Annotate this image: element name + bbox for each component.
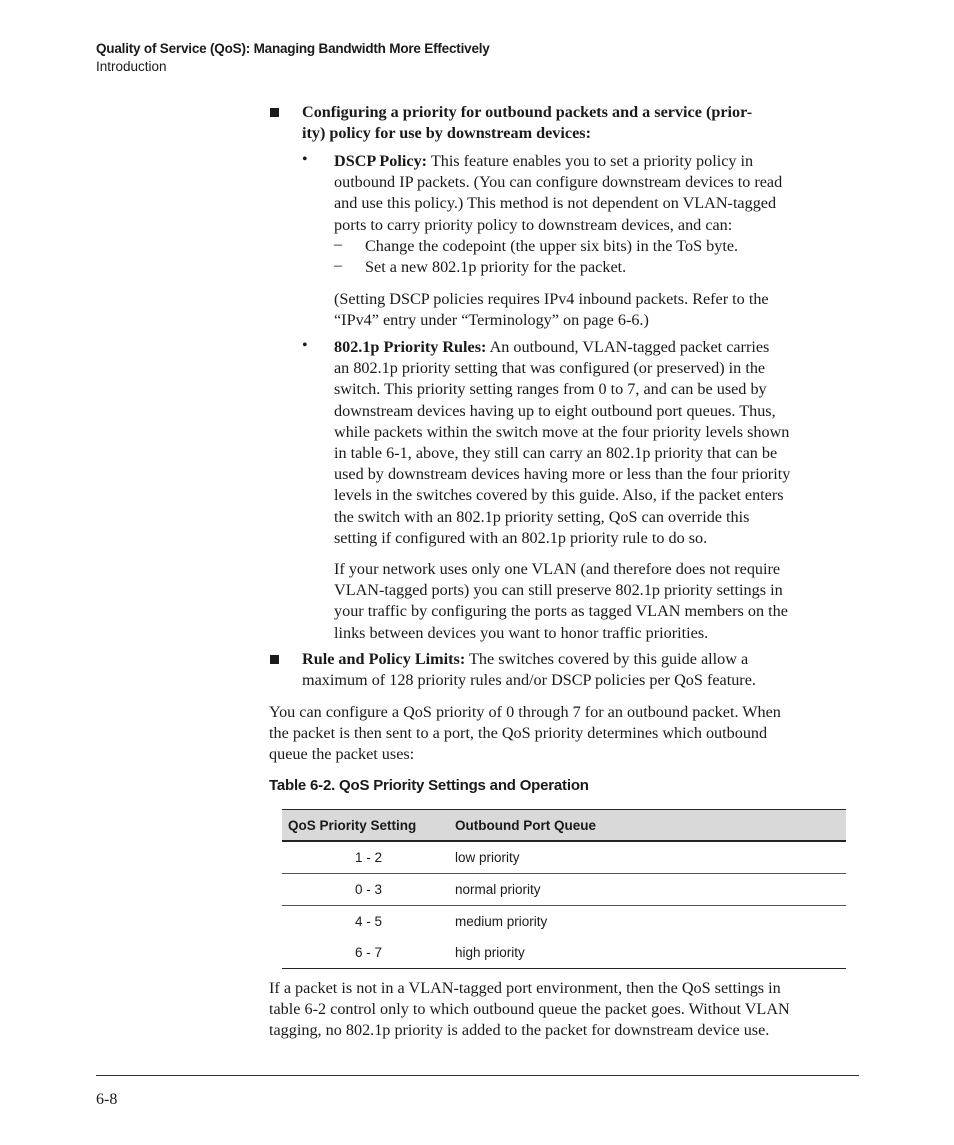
table-cell: 0 - 3	[282, 874, 455, 906]
rule-policy-limits: Rule and Policy Limits: The switches covered by this guide allow a maximum of 128 priority rules and/or DSCP policies per QoS feature.	[302, 650, 756, 690]
table-cell: 4 - 5	[354, 914, 382, 929]
page-number: 6-8	[96, 1091, 118, 1108]
dash-bullet-icon: –	[334, 257, 342, 274]
rule-policy-limits-label: Rule and Policy Limits:	[302, 650, 466, 668]
table-row	[282, 906, 846, 938]
table-row	[282, 937, 846, 969]
table-cell: high priority	[455, 937, 846, 969]
dscp-policy-block: DSCP Policy: This feature enables you to set a priority policy in outbound IP packets. (You can configure downstream devices to read and use this policy.) This method is not dependent on VLAN-tagged ports to carry priority policy to downstream devices, and can:	[334, 152, 783, 234]
dash-item: Change the codepoint (the upper six bits) in the ToS byte.	[365, 237, 739, 255]
table-caption: Table 6-2. QoS Priority Settings and Operation	[269, 777, 589, 794]
8021p-rules-label: 802.1p Priority Rules:	[334, 338, 487, 356]
table-row	[282, 841, 846, 874]
table-cell: normal priority	[455, 874, 846, 906]
square-bullet-icon	[269, 655, 281, 667]
intro-paragraph: You can configure a QoS priority of 0 through 7 for an outbound packet. When the packet is then sent to a port, the QoS priority determines which outbound queue the packet uses:	[269, 703, 781, 764]
running-header-subtitle: Introduction	[96, 59, 167, 74]
column-header: Outbound Port Queue	[455, 810, 846, 842]
table-row	[282, 874, 846, 906]
dash-item: Set a new 802.1p priority for the packet.	[365, 258, 627, 276]
table-cell: 1 - 2	[282, 841, 455, 874]
column-header: QoS Priority Setting	[282, 810, 455, 842]
dash-bullet-icon: –	[334, 236, 342, 253]
qos-priority-table	[282, 809, 846, 969]
table-cell: medium priority	[455, 914, 548, 929]
table-cell: 6 - 7	[282, 937, 455, 969]
square-bullet-icon	[269, 108, 281, 120]
item1-heading: Configuring a priority for outbound packets and a service (prior- ity) policy for use by downstream devices:	[302, 103, 753, 143]
8021p-paragraph: If your network uses only one VLAN (and therefore does not require VLAN-tagged ports) you can still preserve 802.1p priority settings in your traffic by configuring the ports as tagged VLAN members on the links between devices you want to honor traffic priorities.	[334, 560, 788, 642]
table-header-row	[282, 810, 846, 842]
closing-paragraph: If a packet is not in a VLAN-tagged port environment, then the QoS settings in table 6-2 control only to which outbound queue the packet goes. Without VLAN tagging, no 802.1p priority is added to the packet for downstream device use.	[269, 979, 790, 1040]
table-cell: low priority	[455, 841, 846, 874]
dot-bullet-icon: •	[302, 151, 308, 168]
footer-divider	[96, 1075, 859, 1076]
dot-bullet-icon: •	[302, 337, 308, 354]
8021p-rules-block: 802.1p Priority Rules: An outbound, VLAN-tagged packet carries an 802.1p priority setting that was configured (or preserved) in the switch. This priority setting ranges from 0 to 7, and can be used by downstream devices having up to eight outbound port queues. Thus, while packets within the switch move at the four priority levels shown in table 6-1, above, they still can carry an 802.1p priority that can be used by downstream devices having more or less than the four priority levels in the switches covered by this guide. Also, if the packet enters the switch with an 802.1p priority setting, QoS can override this setting if configured with an 802.1p priority rule to do so.	[334, 338, 791, 547]
running-header-title: Quality of Service (QoS): Managing Bandwidth More Effectively	[96, 41, 490, 56]
dscp-policy-label: DSCP Policy:	[334, 152, 428, 170]
dscp-note: (Setting DSCP policies requires IPv4 inbound packets. Refer to the “IPv4” entry under “Terminology” on page 6-6.)	[334, 290, 769, 330]
